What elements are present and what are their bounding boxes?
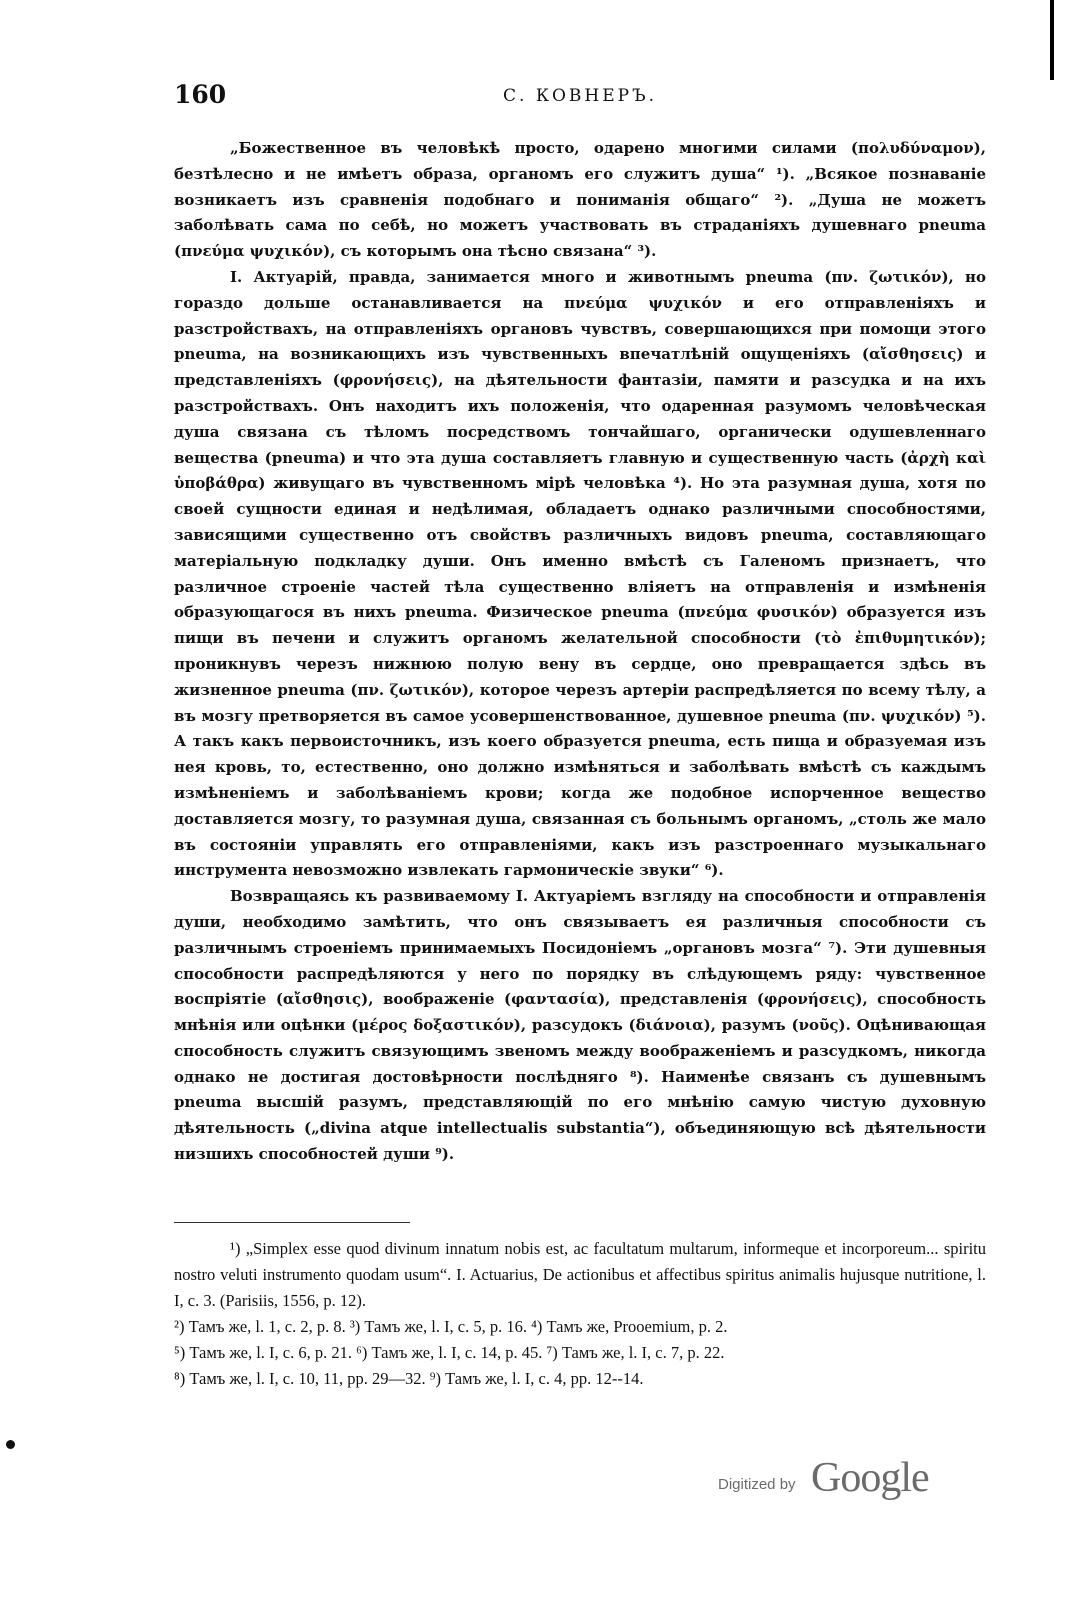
paragraph: I. Актуарій, правда, занимается много и животнымъ pneuma (πν. ζωτικόν), но гораздо дольше останавливается на πνεύμα ψυχικόν и его отправленіяхъ и разстройствахъ, на отправленіяхъ органовъ чувствъ, совершающихся при помощи этого pneuma, на возникающихъ изъ чувственныхъ впечатлѣній ощущеніяхъ (αἴσθησεις) и представленіяхъ (φρονήσεις), на дѣятельности фантазіи, памяти и разсудка и на ихъ разстройствахъ. Онъ находитъ ихъ положенія, что одаренная разумомъ человѣческая душа связана съ тѣломъ посредствомъ тончайшаго, органически одушевленнаго вещества (pneuma) и что эта душа составляетъ главную и существенную часть (ἀρχὴ καὶ ὑποβάθρα) живущаго въ чувственномъ мірѣ человѣка ⁴). Но эта разумная душа, хотя по своей сущности единая и недѣлимая, обладаетъ однако различными способностями, зависящими существенно отъ свойствъ различныхъ видовъ pneuma, составляющаго матеріальную подкладку души. Онъ именно вмѣстѣ съ Галеномъ признаетъ, что различное строеніе частей тѣла существенно вліяетъ на отправленія и измѣненія образующагося въ нихъ pneuma. Физическое pneuma (πνεύμα φυσικόν) образуется изъ пищи въ печени и служитъ органомъ желательной способности (τὸ ἐπιθυμητικόν); проникнувъ черезъ нижнюю полую вену въ сердце, оно превращается здѣсь въ жизненное pneuma (πν. ζωτικόν), которое черезъ артеріи распредѣляется по всему тѣлу, а въ мозгу претворяется въ самое усовершенствованное, душевное pneuma (πν. ψυχικόν) ⁵). А такъ какъ первоисточникъ, изъ коего образуется pneuma, есть пища и образуемая изъ нея кровь, то, естественно, оно должно измѣняться и заболѣвать вмѣстѣ съ каждымъ измѣненіемъ и заболѣваніемъ крови; когда же подобное испорченное вещество доставляется мозгу, то разумная душа, связанная съ больнымъ органомъ, „столь же мало въ состояніи управлять его отправленіями, какъ изъ разстроеннаго музыкальнаго инструмента невозможно извлекать гармоническіе звуки“ ⁶). (174, 267, 986, 880)
body-text (174, 136, 986, 1168)
footnote: ¹) „Simplex esse quod divinum innatum nobis est, ac facultatum multarum, informeque et incorporeum... spiritu nostro veluti instrumento quodam usum“. I. Actuarius, De actionibus et affectibus spiritus animalis hujusque nutritione, l. I, c. 3. (Parisiis, 1556, p. 12). (174, 1239, 986, 1310)
page-header (174, 80, 986, 120)
paragraph: „Божественное въ человѣкѣ просто, одарено многими силами (πολυδύναμον), безтѣлесно и не имѣетъ образа, органомъ его служитъ душа“ ¹). „Всякое познаваніе возникаетъ изъ сравненія подобнаго и пониманія общаго“ ²). „Душа не можетъ заболѣвать сама по себѣ, но можетъ участвовать въ страданіяхъ душевнаго pneuma (πνεύμα ψυχικόν), съ которымъ она тѣсно связана“ ³). (174, 139, 986, 261)
paragraph: Возвращаясь къ развиваемому I. Актуаріемъ взгляду на способности и отправленія души, необходимо замѣтить, что онъ связываетъ ея различныя способности съ различнымъ строеніемъ принимаемыхъ Посидоніемъ „органовъ мозга“ ⁷). Эти душевныя способности распредѣляются у него по порядку въ слѣдующемъ ряду: чувственное воспріятіе (αἴσθησις), воображеніе (φαντασία), представленія (φρονήσεις), способность мнѣнія или оцѣнки (μέρος δοξαστικόν), разсудокъ (διάνοια), разумъ (νοῦς). Оцѣнивающая способность служитъ связующимъ звеномъ между воображеніемъ и разсудкомъ, никогда однако не достигая достовѣрности послѣдняго ⁸). Наименѣе связанъ съ душевнымъ pneuma высшій разумъ, представляющій по его мнѣнію самую чистую духовную дѣятельность („divina atque intellectualis substantia“), объединяющую всѣ дѣятельности низшихъ способностей души ⁹). (174, 887, 986, 1164)
scan-dot-mark (6, 1440, 15, 1449)
scan-edge-line (1050, 0, 1054, 80)
running-head: С. КОВНЕРЪ. (503, 86, 657, 106)
digitized-watermark (718, 1454, 958, 1504)
watermark-prefix: Digitized by (718, 1476, 796, 1493)
footnote: ⁸) Тамъ же, l. I, c. 10, 11, pp. 29—32. ⁹) Тамъ же, l. I, c. 4, pp. 12--14. (174, 1369, 644, 1388)
footnote: ⁵) Тамъ же, l. I, c. 6, p. 21. ⁶) Тамъ же, l. I, c. 14, p. 45. ⁷) Тамъ же, l. I, c. 7, p. 22. (174, 1343, 725, 1362)
page-number: 160 (174, 80, 227, 109)
footnote: ²) Тамъ же, l. 1, c. 2, p. 8. ³) Тамъ же, l. I, c. 5, p. 16. ⁴) Тамъ же, Prooemium, p. 2. (174, 1317, 728, 1336)
footnotes (174, 1236, 986, 1392)
footnote-separator (174, 1222, 410, 1223)
google-logo: Google (811, 1455, 929, 1501)
